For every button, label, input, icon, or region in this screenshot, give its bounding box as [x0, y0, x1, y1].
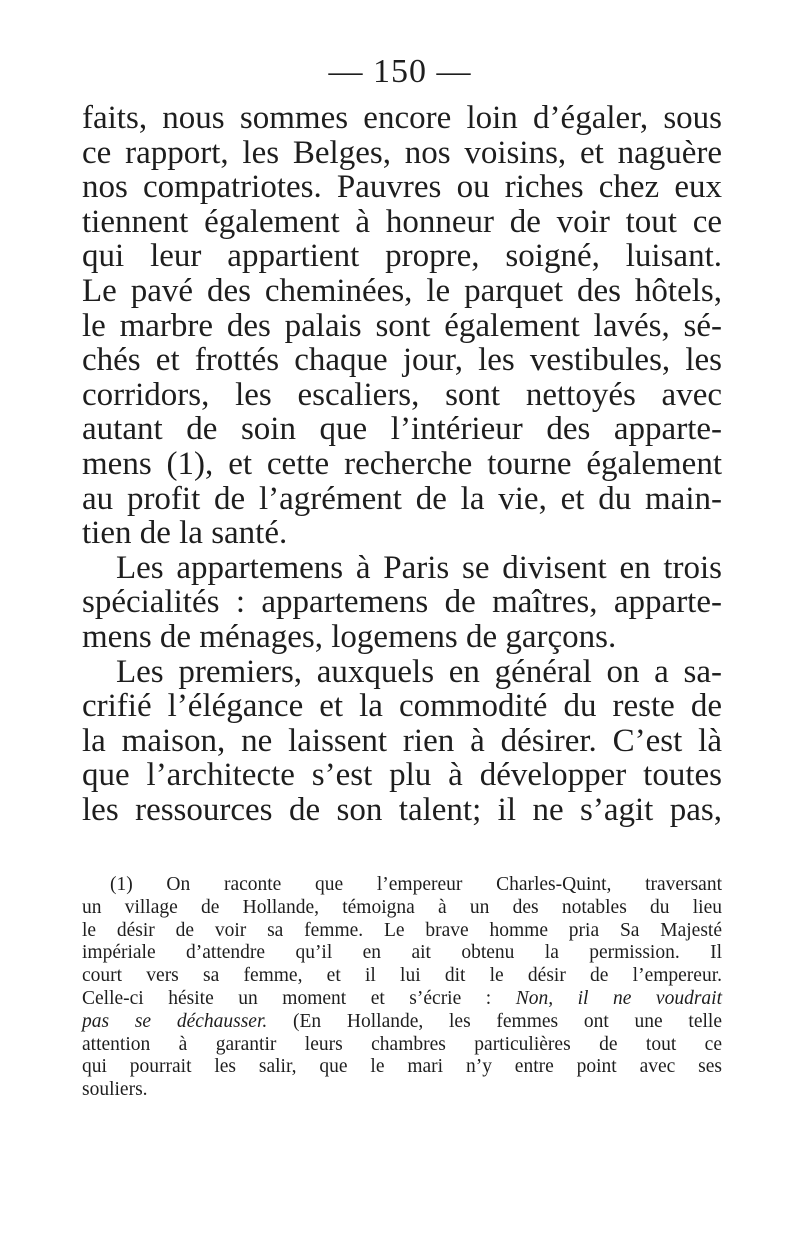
- text-line: que l’architecte s’est plu à développer toutes: [82, 757, 722, 794]
- footnote-text: (En Hollande, les femmes ont une telle: [293, 1010, 722, 1032]
- footnote-line: [82, 988, 722, 1011]
- text-line: les ressources de son talent; il ne s’agit pas,: [82, 791, 722, 828]
- text-line: spécialités : appartemens de maîtres, apparte-: [82, 584, 722, 621]
- page-number: — 150 —: [328, 53, 472, 90]
- footnote-italic-text: Non, il ne voudrait: [515, 987, 723, 1009]
- text-line: le marbre des palais sont également lavés, sé-: [82, 307, 722, 344]
- text-line: au profit de l’agrément de la vie, et du main-: [82, 480, 722, 517]
- footnote: [82, 874, 722, 1102]
- footnote-line: attention à garantir leurs chambres particulières de tout ce: [82, 1033, 722, 1055]
- text-line: la maison, ne laissent rien à désirer. C’est là: [82, 722, 722, 759]
- footnote-line: court vers sa femme, et il lui dit le désir de l’empereur.: [82, 965, 722, 987]
- footnote-italic-text: pas se déchausser.: [82, 1010, 268, 1032]
- footnote-line: souliers.: [82, 1079, 148, 1101]
- text-line: Les premiers, auxquels en général on a sa-: [116, 653, 722, 690]
- text-line: ce rapport, les Belges, nos voisins, et naguère: [82, 134, 722, 171]
- text-line: Les appartemens à Paris se divisent en trois: [116, 549, 722, 586]
- text-line: Le pavé des cheminées, le parquet des hôtels,: [82, 272, 722, 309]
- footnote-line: un village de Hollande, témoigna à un des notables du lieu: [82, 896, 722, 918]
- text-line: chés et frottés chaque jour, les vestibules, les: [82, 342, 722, 379]
- footnote-line: qui pourrait les salir, que le mari n’y entre point avec ses: [82, 1056, 722, 1078]
- text-line: mens de ménages, logemens de garçons.: [82, 618, 617, 655]
- text-line: faits, nous sommes encore loin d’égaler, sous: [82, 100, 722, 136]
- text-line: tiennent également à honneur de voir tout ce: [82, 203, 722, 240]
- text-line: autant de soin que l’intérieur des apparte-: [82, 411, 722, 448]
- footnote-line: impériale d’attendre qu’il en ait obtenu la permission. Il: [82, 942, 722, 964]
- footnote-text: Celle-ci hésite un moment et s’écrie :: [82, 987, 492, 1009]
- text-line: crifié l’élégance et la commodité du reste de: [82, 688, 722, 725]
- text-line: qui leur appartient propre, soigné, luisant.: [82, 238, 722, 275]
- footnote-line: le désir de voir sa femme. Le brave homme pria Sa Majesté: [82, 919, 722, 941]
- text-line: nos compatriotes. Pauvres ou riches chez eux: [82, 169, 722, 206]
- main-text: [82, 101, 722, 827]
- text-line: mens (1), et cette recherche tourne également: [82, 445, 722, 482]
- footnote-line: [82, 1011, 722, 1034]
- text-line: corridors, les escaliers, sont nettoyés avec: [82, 376, 722, 413]
- footnote-line: (1) On raconte que l’empereur Charles-Quint, traversant: [110, 874, 722, 895]
- text-line: tien de la santé.: [82, 515, 288, 552]
